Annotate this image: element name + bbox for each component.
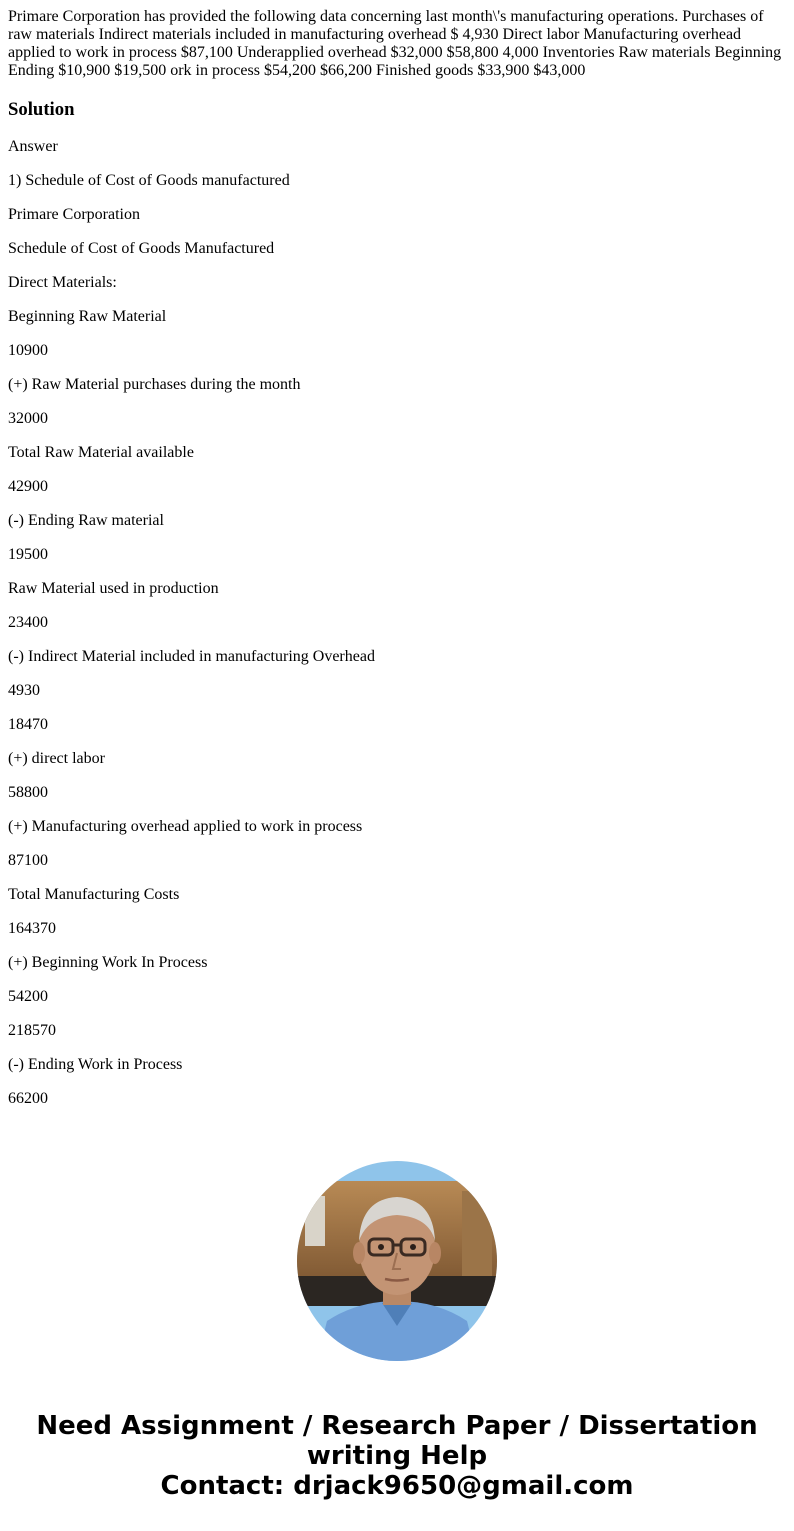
person-photo-icon bbox=[297, 1161, 497, 1361]
line-item-label: (-) Ending Raw material bbox=[8, 512, 164, 529]
line-item-value: 66200 bbox=[8, 1090, 48, 1107]
solution-lines bbox=[8, 138, 786, 1108]
schedule-heading: 1) Schedule of Cost of Goods manufactured bbox=[8, 172, 290, 189]
line-item-value: 32000 bbox=[8, 410, 48, 427]
footer-contact bbox=[0, 1411, 794, 1501]
line-item-value: 4930 bbox=[8, 682, 40, 699]
line-item-label: Raw Material used in production bbox=[8, 580, 219, 597]
line-item-value: 218570 bbox=[8, 1022, 56, 1039]
line-item-value: 54200 bbox=[8, 988, 48, 1005]
line-item-label: (+) direct labor bbox=[8, 750, 105, 767]
footer-line-1: Need Assignment / Research Paper / Dissertation bbox=[36, 1411, 758, 1441]
line-item-label: Total Manufacturing Costs bbox=[8, 886, 180, 903]
company-name: Primare Corporation bbox=[8, 206, 140, 223]
line-item-value: 42900 bbox=[8, 478, 48, 495]
line-item-value: 23400 bbox=[8, 614, 48, 631]
line-item-label: (+) Beginning Work In Process bbox=[8, 954, 208, 971]
line-item-label: Beginning Raw Material bbox=[8, 308, 167, 325]
question-text: Primare Corporation has provided the following data concerning last month\'s manufacturing operations. Purchases of raw materials Indirect materials included in manufacturing overhead $ 4,930 Direct labor Manufacturing overhead applied to work in process $87,100 Underapplied overhead $32,000 $58,800 4,000 Inventories Raw materials Beginning Ending $10,900 $19,500 ork in process $54,200 $66,200 Finished goods $33,900 $43,000 bbox=[8, 8, 782, 79]
line-item-value: 87100 bbox=[8, 852, 48, 869]
schedule-title: Schedule of Cost of Goods Manufactured bbox=[8, 240, 275, 257]
footer-contact-email: Contact: drjack9650@gmail.com bbox=[160, 1471, 634, 1501]
line-item-value: 18470 bbox=[8, 716, 48, 733]
line-item-label: (-) Ending Work in Process bbox=[8, 1056, 183, 1073]
line-item-label: (+) Raw Material purchases during the month bbox=[8, 376, 301, 393]
line-item-label: Total Raw Material available bbox=[8, 444, 194, 461]
line-item-label: (-) Indirect Material included in manufacturing Overhead bbox=[8, 648, 375, 665]
solution-heading: Solution bbox=[8, 99, 75, 120]
section-label-direct-materials: Direct Materials: bbox=[8, 274, 117, 291]
line-item-value: 10900 bbox=[8, 342, 48, 359]
answer-label: Answer bbox=[8, 138, 58, 155]
avatar bbox=[297, 1161, 497, 1361]
line-item-value: 58800 bbox=[8, 784, 48, 801]
line-item-value: 19500 bbox=[8, 546, 48, 563]
line-item-label: (+) Manufacturing overhead applied to work in process bbox=[8, 818, 363, 835]
page-content bbox=[0, 8, 794, 1108]
footer-line-2: writing Help bbox=[306, 1441, 488, 1471]
line-item-value: 164370 bbox=[8, 920, 56, 937]
